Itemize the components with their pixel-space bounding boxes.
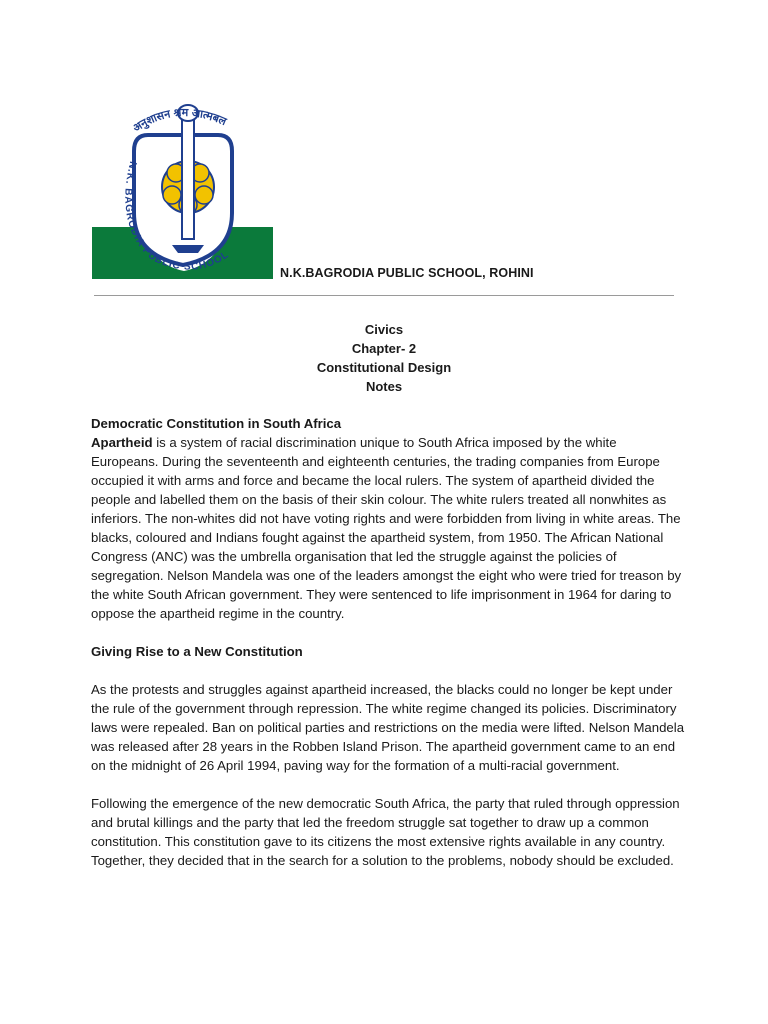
svg-text:N.K. BAGRODIA PUBLIC SCHOOL: N.K. BAGRODIA PUBLIC SCHOOL — [122, 160, 232, 273]
section-heading-south-africa: Democratic Constitution in South Africa — [91, 416, 342, 431]
school-name: N.K.BAGRODIA PUBLIC SCHOOL, ROHINI — [280, 266, 534, 280]
new-constitution-paragraph: Following the emergence of the new democratic South Africa, the party that ruled through oppression and brutal killings and the party that led the freedom struggle sat together to draw up a common constitution. This constitution gave to its citizens the most extensive rights available in any country. Together, they decided that in the search for a solution to the problems, nobody should be excluded. — [91, 796, 680, 868]
apartheid-text: is a system of racial discrimination unique to South Africa imposed by the white Europeans. During the seventeenth and eighteenth centuries, the trading companies from Europe occupied it with arms and force and became the local rulers. The system of apartheid divided the people and labelled them on the basis of their skin colour. The white rulers treated all nonwhites as inferiors. The non-whites did not have voting rights and were forbidden from living in white areas. The blacks, coloured and Indians fought against the apartheid system, from 1950. The African National Congress (ANC) was the umbrella organisation that led the struggle against the policies of segregation. Nelson Mandela was one of the leaders amongst the eight who were tried for treason by the white South African government. They were sentenced to life imprisonment in 1964 for daring to oppose the apartheid regime in the country. — [91, 435, 682, 621]
notes-label: Notes — [365, 379, 403, 394]
apartheid-term: Apartheid — [91, 435, 153, 450]
document-title-block — [94, 320, 674, 396]
topic-title: Constitutional Design — [316, 360, 452, 375]
school-crest-icon — [92, 95, 273, 279]
svg-text:अनुशासन श्रम आत्मबल: अनुशासन श्रम आत्मबल — [131, 106, 228, 135]
protests-paragraph: As the protests and struggles against apartheid increased, the blacks could no longer be kept under the rule of the government through repression. The white regime changed its policies. Discriminatory laws were repealed. Ban on political parties and restrictions on the media were lifted. Nelson Mandela was released after 28 years in the Robben Island Prison. The apartheid government came to an end on the midnight of 26 April 1994, paving way for the formation of a multi-racial government. — [91, 682, 685, 773]
section-heading-new-constitution: Giving Rise to a New Constitution — [91, 644, 303, 659]
document-body — [91, 414, 685, 870]
header-divider — [94, 295, 674, 296]
subject-title: Civics — [364, 322, 404, 337]
apartheid-paragraph — [91, 433, 685, 623]
school-logo — [92, 95, 273, 279]
chapter-title: Chapter- 2 — [351, 341, 417, 356]
